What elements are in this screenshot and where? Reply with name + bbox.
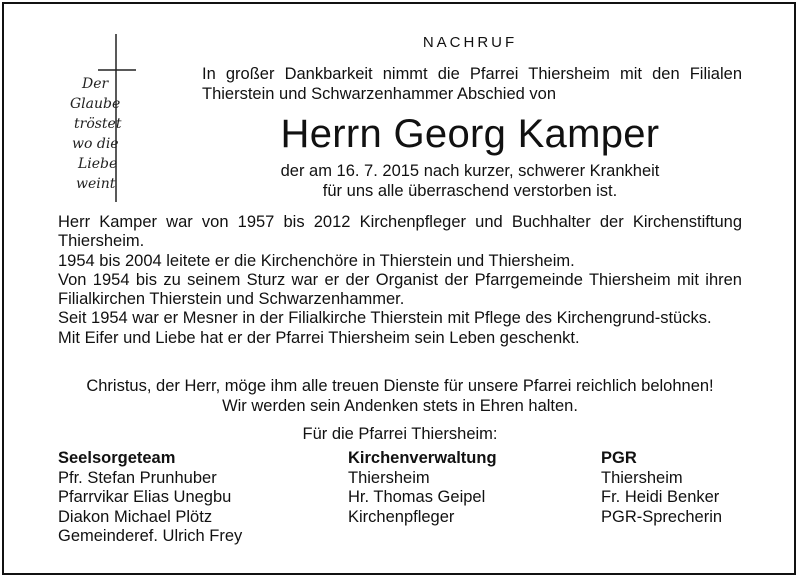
quote-line-4: wo die <box>72 136 119 152</box>
quote-line-1: Der <box>82 76 109 92</box>
obituary-heading: NACHRUF <box>422 34 518 51</box>
intro-text <box>202 64 742 104</box>
bio-paragraph-2: 1954 bis 2004 leitete er die Kirchenchöre in Thierstein und Thiersheim. <box>58 251 575 270</box>
intro-line-2: Thierstein und Schwarzenhammer Abschied von <box>202 85 557 103</box>
signature-line: Gemeinderef. Ulrich Frey <box>58 527 243 546</box>
bio-paragraph-5: Mit Eifer und Liebe hat er der Pfarrei Thiersheim sein Leben geschenkt. <box>58 328 580 347</box>
signature-column-seelsorgeteam <box>58 449 242 547</box>
intro-line-1: In großer Dankbarkeit nimmt die Pfarrei Thiersheim mit den Filialen <box>202 65 742 83</box>
signature-line: Kirchenpfleger <box>348 507 455 526</box>
quote-line-6: weint <box>76 176 116 192</box>
bio-paragraph-4: Seit 1954 war er Mesner in der Filialkirche Thierstein mit Pflege des Kirchengrund-stücks. <box>58 309 712 328</box>
signature-line: Pfr. Stefan Prunhuber <box>58 468 217 487</box>
blessing-line-2: Wir werden sein Andenken stets in Ehren halten. <box>222 397 578 415</box>
signature-line: Hr. Thomas Geipel <box>348 488 486 507</box>
blessing-text <box>0 376 800 416</box>
signature-line: Thiersheim <box>601 468 683 487</box>
signature-column-pgr <box>601 449 722 527</box>
biography <box>58 213 742 348</box>
signature-line: Thiersheim <box>348 468 430 487</box>
blessing-line-1: Christus, der Herr, möge ihm alle treuen Dienste für unsere Pfarrei reichlich belohnen! <box>86 377 714 395</box>
signature-column-kirchenverwaltung <box>348 449 497 527</box>
death-notice <box>70 161 800 201</box>
signature-line: Diakon Michael Plötz <box>58 507 213 526</box>
quote-line-3: tröstet <box>74 116 122 132</box>
quote-line-5: Liebe <box>78 156 118 172</box>
deceased-name: Herrn Georg Kamper <box>280 112 660 156</box>
death-line-1: der am 16. 7. 2015 nach kurzer, schwerer Krankheit <box>280 162 660 180</box>
bio-paragraph-3: Von 1954 bis zu seinem Sturz war er der Organist der Pfarrgemeinde Thiersheim mit ihren Filialkirchen Thierstein und Schwarzenhammer. <box>58 270 742 309</box>
signature-line: PGR-Sprecherin <box>601 507 723 526</box>
column-title: Seelsorgeteam <box>58 449 176 467</box>
signature-line: Fr. Heidi Benker <box>601 488 720 507</box>
signature-line: Pfarrvikar Elias Unegbu <box>58 488 232 507</box>
death-line-2: für uns alle überraschend verstorben ist. <box>322 182 618 200</box>
signatory-intro: Für die Pfarrei Thiersheim: <box>302 425 498 443</box>
column-title: Kirchenverwaltung <box>348 449 497 467</box>
column-title: PGR <box>601 449 637 467</box>
quote-line-2: Glaube <box>70 96 121 112</box>
bio-paragraph-1: Herr Kamper war von 1957 bis 2012 Kirchenpfleger und Buchhalter der Kirchenstiftung Thiersheim. <box>58 213 742 251</box>
